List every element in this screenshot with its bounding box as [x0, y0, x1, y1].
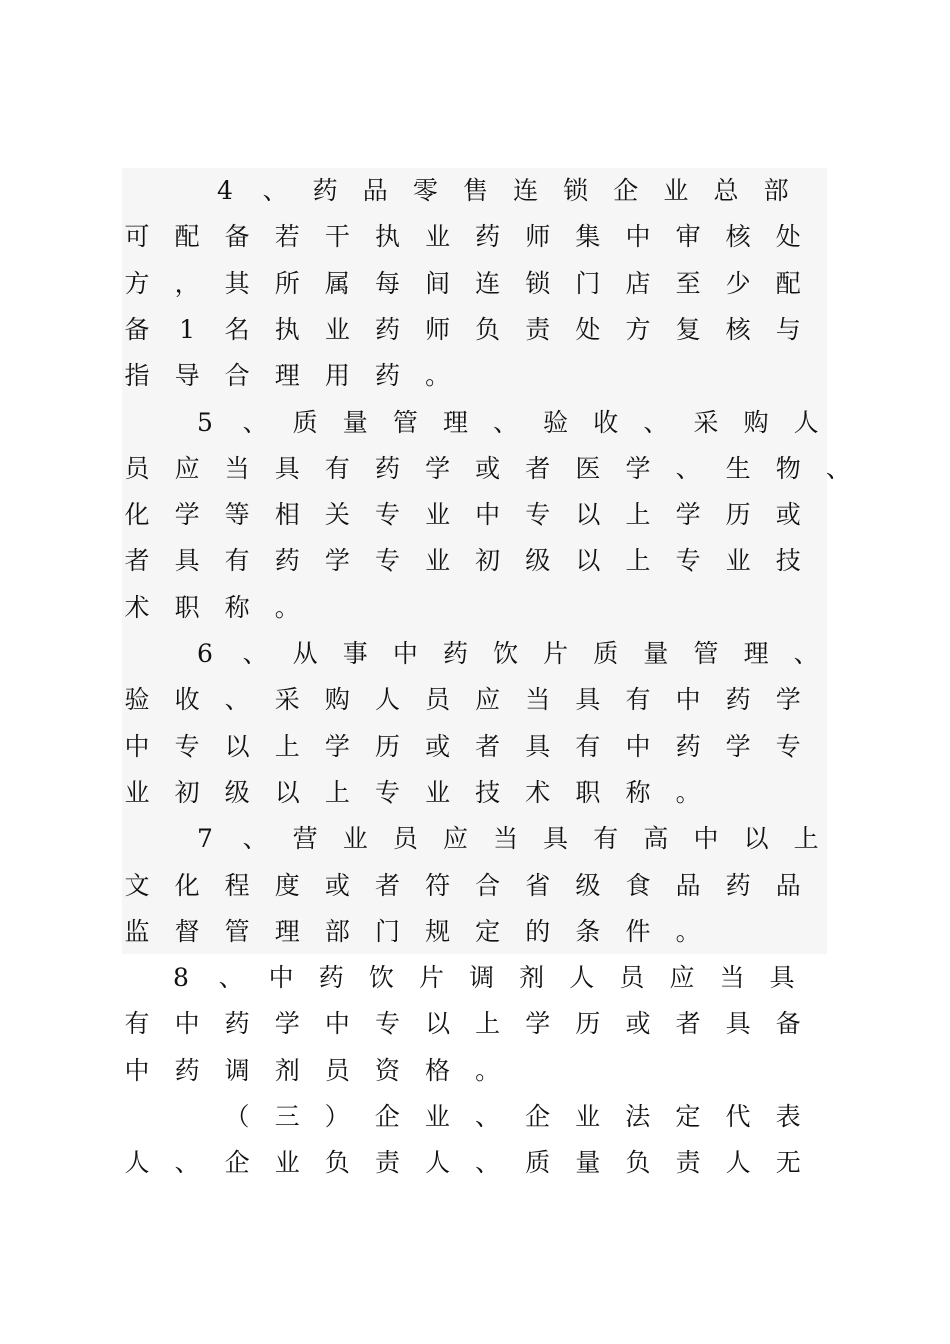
text-char: 其: [224, 268, 250, 298]
text-char: 质: [292, 407, 318, 437]
text-char: 零: [412, 176, 438, 205]
text-char: 名: [224, 314, 250, 344]
text-char: 药: [442, 639, 468, 668]
text-char: 理: [274, 916, 300, 946]
text-char: 药: [174, 1055, 200, 1085]
text-char: 营: [292, 824, 318, 854]
text-char: 责: [525, 314, 551, 344]
text-char: 店: [625, 268, 651, 298]
text-char: 专: [174, 731, 200, 761]
text-char: 者: [124, 546, 150, 576]
text-char: 专: [374, 500, 400, 530]
text-char: 中: [693, 824, 719, 854]
text-char: 质: [593, 639, 619, 668]
text-char: 核: [725, 314, 751, 344]
text-char: 有: [593, 824, 619, 854]
text-line: [0, 631, 950, 677]
text-char: 4: [217, 176, 233, 205]
text-char: 药: [475, 222, 501, 252]
text-char: 合: [224, 361, 250, 391]
text-char: 5: [197, 407, 213, 437]
text-char: 术: [124, 592, 150, 622]
text-char: 学: [274, 1009, 300, 1039]
text-char: 、: [675, 453, 701, 483]
text-char: 、: [475, 1148, 501, 1178]
text-char: 从: [292, 639, 318, 668]
text-char: 上: [324, 777, 350, 807]
text-char: 连: [475, 268, 501, 298]
text-char: 、: [643, 407, 669, 437]
text-char: 每: [374, 268, 400, 298]
text-char: 专: [775, 731, 801, 761]
text-char: 者: [525, 453, 551, 483]
text-char: 历: [725, 500, 751, 530]
text-char: 应: [669, 963, 695, 993]
text-char: 指: [124, 361, 150, 391]
text-char: 采: [693, 407, 719, 437]
text-char: 或: [625, 1009, 651, 1039]
text-char: 中: [174, 1009, 200, 1039]
text-char: 复: [675, 314, 701, 344]
text-char: 所: [274, 268, 300, 298]
text-char: 药: [274, 546, 300, 576]
text-char: 规: [425, 916, 451, 946]
text-char: 可: [124, 222, 150, 252]
text-char: 学: [525, 1009, 551, 1039]
text-char: 药: [312, 176, 338, 205]
text-char: 格: [425, 1055, 451, 1085]
text-char: 称: [625, 777, 651, 807]
text-char: 者: [374, 870, 400, 900]
text-char: 、: [218, 963, 244, 993]
text-char: 核: [725, 222, 751, 252]
text-char: 企: [374, 1102, 400, 1131]
text-char: 购: [743, 407, 769, 437]
text-char: 中: [625, 731, 651, 761]
text-char: 业: [425, 546, 451, 576]
text-char: 药: [725, 870, 751, 900]
text-char: 业: [124, 777, 150, 807]
text-line: [0, 307, 950, 353]
text-char: 药: [374, 453, 400, 483]
text-line: [0, 863, 950, 909]
text-char: ）: [324, 1102, 350, 1131]
text-char: 业: [274, 1148, 300, 1178]
text-char: 以: [274, 777, 300, 807]
text-char: 品: [362, 176, 388, 205]
text-line: [0, 677, 950, 723]
text-char: 业: [425, 222, 451, 252]
text-char: 用: [324, 361, 350, 391]
text-char: 或: [425, 731, 451, 761]
text-char: 生: [725, 453, 751, 483]
text-char: 管: [224, 916, 250, 946]
text-char: 业: [425, 777, 451, 807]
text-line: [0, 816, 950, 862]
text-char: 量: [643, 639, 669, 668]
text-char: 企: [525, 1102, 551, 1131]
text-char: 门: [374, 916, 400, 946]
text-char: 饮: [368, 963, 394, 993]
text-char: 、: [242, 639, 268, 668]
text-char: 上: [625, 546, 651, 576]
text-char: 负: [475, 314, 501, 344]
text-char: 责: [675, 1148, 701, 1178]
text-char: 6: [197, 639, 213, 668]
text-char: 代: [725, 1102, 751, 1131]
text-char: 备: [224, 222, 250, 252]
text-char: 配: [174, 222, 200, 252]
text-char: 、: [493, 407, 519, 437]
text-char: 、: [793, 639, 819, 668]
text-char: 省: [525, 870, 551, 900]
text-char: 、: [242, 824, 268, 854]
text-char: 相: [274, 500, 300, 530]
text-char: 以: [575, 546, 601, 576]
text-char: 负: [324, 1148, 350, 1178]
text-char: 初: [475, 546, 501, 576]
text-char: 以: [224, 731, 250, 761]
text-char: 者: [475, 731, 501, 761]
text-char: 中: [475, 500, 501, 530]
text-char: 学: [725, 731, 751, 761]
text-char: 中: [268, 963, 294, 993]
text-char: 少: [725, 268, 751, 298]
text-char: 备: [775, 1009, 801, 1039]
text-char: 管: [392, 407, 418, 437]
text-line: [0, 353, 950, 399]
text-char: 处: [575, 314, 601, 344]
text-char: 关: [324, 500, 350, 530]
text-char: 。: [274, 592, 300, 622]
text-char: 业: [725, 546, 751, 576]
text-char: 责: [374, 1148, 400, 1178]
text-char: 。: [675, 777, 701, 807]
text-char: 间: [425, 268, 451, 298]
text-char: 具: [725, 1009, 751, 1039]
text-char: 有: [124, 1009, 150, 1039]
text-char: 级: [525, 546, 551, 576]
text-char: 锁: [525, 268, 551, 298]
text-char: 剂: [274, 1055, 300, 1085]
text-char: 食: [625, 870, 651, 900]
text-char: 合: [475, 870, 501, 900]
text-char: 或: [475, 453, 501, 483]
text-char: 有: [324, 453, 350, 483]
text-char: 员: [425, 685, 451, 715]
text-char: 学: [625, 453, 651, 483]
text-char: 企: [224, 1148, 250, 1178]
text-char: 执: [374, 222, 400, 252]
text-char: 术: [525, 777, 551, 807]
text-char: 购: [324, 685, 350, 715]
text-char: 度: [274, 870, 300, 900]
text-char: 、: [174, 1148, 200, 1178]
text-char: 企: [613, 176, 639, 205]
text-line: [0, 400, 950, 446]
text-char: 配: [775, 268, 801, 298]
text-char: 中: [392, 639, 418, 668]
text-char: 负: [625, 1148, 651, 1178]
text-char: 方: [625, 314, 651, 344]
text-char: 调: [469, 963, 495, 993]
text-char: 售: [462, 176, 488, 205]
text-line: [0, 214, 950, 260]
text-char: 应: [174, 453, 200, 483]
text-char: 。: [475, 1055, 501, 1085]
text-line: [0, 724, 950, 770]
text-char: 定: [675, 1102, 701, 1131]
text-char: 8: [173, 963, 189, 993]
text-char: 具: [525, 731, 551, 761]
text-char: 医: [575, 453, 601, 483]
text-char: 或: [324, 870, 350, 900]
text-char: 应: [475, 685, 501, 715]
text-char: 量: [342, 407, 368, 437]
text-char: 级: [575, 870, 601, 900]
text-char: 学: [675, 500, 701, 530]
text-char: 当: [719, 963, 745, 993]
text-char: 品: [775, 870, 801, 900]
text-char: 级: [224, 777, 250, 807]
text-char: 职: [174, 592, 200, 622]
text-char: 药: [224, 1009, 250, 1039]
text-char: 药: [725, 685, 751, 715]
text-char: 等: [224, 500, 250, 530]
text-char: 药: [675, 731, 701, 761]
text-char: 备: [124, 314, 150, 344]
text-char: 职: [575, 777, 601, 807]
text-char: 员: [392, 824, 418, 854]
text-char: 理: [274, 361, 300, 391]
text-char: 督: [174, 916, 200, 946]
text-line: [0, 955, 950, 1001]
text-char: 符: [425, 870, 451, 900]
text-char: 人: [374, 685, 400, 715]
text-char: 收: [593, 407, 619, 437]
text-char: 专: [374, 1009, 400, 1039]
text-char: 或: [775, 500, 801, 530]
text-char: 饮: [493, 639, 519, 668]
text-char: 人: [793, 407, 819, 437]
text-line: [0, 1140, 950, 1186]
text-char: 7: [197, 824, 213, 854]
text-char: 、: [825, 453, 851, 483]
text-char: 上: [793, 824, 819, 854]
text-char: 。: [675, 916, 701, 946]
text-char: 文: [124, 870, 150, 900]
text-char: 连: [513, 176, 539, 205]
text-char: 无: [775, 1148, 801, 1178]
text-char: 1: [179, 314, 196, 344]
text-char: 、: [474, 1102, 500, 1131]
text-char: 片: [543, 639, 569, 668]
text-char: 中: [675, 685, 701, 715]
text-char: 。: [425, 361, 451, 391]
text-char: 处: [775, 222, 801, 252]
text-char: 当: [224, 453, 250, 483]
text-char: 药: [374, 314, 400, 344]
text-char: 若: [274, 222, 300, 252]
text-char: 方: [124, 268, 150, 298]
text-line: [0, 1048, 950, 1094]
text-char: 历: [374, 731, 400, 761]
text-char: （: [224, 1102, 250, 1131]
text-char: 导: [174, 361, 200, 391]
text-char: 业: [425, 500, 451, 530]
text-char: 专: [374, 777, 400, 807]
text-char: 中: [324, 1009, 350, 1039]
text-char: 监: [124, 916, 150, 946]
text-char: 药: [318, 963, 344, 993]
text-char: 以: [575, 500, 601, 530]
text-line: [0, 1001, 950, 1047]
text-char: 有: [625, 685, 651, 715]
text-char: 历: [575, 1009, 601, 1039]
text-char: 、: [242, 407, 268, 437]
text-char: 、: [262, 176, 288, 205]
text-char: 中: [124, 1055, 150, 1085]
text-line: [0, 446, 950, 492]
text-char: 称: [224, 592, 250, 622]
text-char: 上: [475, 1009, 501, 1039]
text-char: 当: [525, 685, 551, 715]
text-char: 有: [224, 546, 250, 576]
text-line: [0, 1094, 950, 1140]
text-char: 法: [625, 1102, 651, 1131]
text-char: 验: [124, 685, 150, 715]
text-char: 锁: [563, 176, 589, 205]
text-char: 品: [675, 870, 701, 900]
text-char: 人: [425, 1148, 451, 1178]
text-char: 技: [475, 777, 501, 807]
text-line: [0, 770, 950, 816]
text-char: ，: [174, 268, 200, 298]
text-char: 业: [324, 314, 350, 344]
text-char: 量: [575, 1148, 601, 1178]
text-char: 审: [675, 222, 701, 252]
text-char: 收: [174, 685, 200, 715]
text-char: 具: [575, 685, 601, 715]
text-char: 技: [775, 546, 801, 576]
text-char: 当: [493, 824, 519, 854]
text-char: 上: [625, 500, 651, 530]
text-char: 事: [342, 639, 368, 668]
text-char: 采: [274, 685, 300, 715]
text-char: 门: [575, 268, 601, 298]
text-char: 学: [324, 731, 350, 761]
text-char: 部: [324, 916, 350, 946]
text-char: 表: [775, 1102, 801, 1131]
text-char: 人: [569, 963, 595, 993]
text-char: 片: [418, 963, 444, 993]
text-char: 专: [675, 546, 701, 576]
text-char: 学: [775, 685, 801, 715]
text-char: 以: [743, 824, 769, 854]
text-char: 总: [713, 176, 739, 205]
text-char: 人: [725, 1148, 751, 1178]
text-char: 件: [625, 916, 651, 946]
text-char: 学: [425, 453, 451, 483]
text-char: 质: [525, 1148, 551, 1178]
text-char: 物: [775, 453, 801, 483]
text-char: 师: [425, 314, 451, 344]
text-char: 具: [174, 546, 200, 576]
text-char: 、: [224, 685, 250, 715]
text-char: 至: [675, 268, 701, 298]
text-char: 中: [625, 222, 651, 252]
text-char: 应: [442, 824, 468, 854]
text-char: 干: [324, 222, 350, 252]
text-char: 调: [224, 1055, 250, 1085]
text-char: 师: [525, 222, 551, 252]
text-char: 化: [174, 870, 200, 900]
text-char: 定: [475, 916, 501, 946]
text-char: 属: [324, 268, 350, 298]
text-char: 理: [743, 639, 769, 668]
text-char: 员: [324, 1055, 350, 1085]
text-char: 专: [525, 500, 551, 530]
text-char: 以: [425, 1009, 451, 1039]
text-char: 员: [619, 963, 645, 993]
text-line: [0, 538, 950, 584]
text-char: 者: [675, 1009, 701, 1039]
text-char: 验: [543, 407, 569, 437]
text-char: 具: [769, 963, 795, 993]
text-char: 的: [525, 916, 551, 946]
text-char: 资: [374, 1055, 400, 1085]
text-char: 有: [575, 731, 601, 761]
text-line: [0, 492, 950, 538]
text-char: 初: [174, 777, 200, 807]
text-char: 业: [575, 1102, 601, 1131]
text-char: 化: [124, 500, 150, 530]
text-line: [0, 168, 950, 214]
text-line: [0, 261, 950, 307]
text-char: 学: [324, 546, 350, 576]
text-char: 执: [274, 314, 300, 344]
text-char: 高: [643, 824, 669, 854]
text-char: 药: [374, 361, 400, 391]
text-char: 条: [575, 916, 601, 946]
text-char: 三: [274, 1102, 300, 1131]
text-char: 具: [274, 453, 300, 483]
text-char: 管: [693, 639, 719, 668]
text-char: 中: [124, 731, 150, 761]
text-char: 程: [224, 870, 250, 900]
text-char: 学: [174, 500, 200, 530]
text-line: [0, 585, 950, 631]
text-char: 与: [775, 314, 801, 344]
text-char: 部: [763, 176, 789, 205]
text-char: 上: [274, 731, 300, 761]
text-char: 剂: [519, 963, 545, 993]
text-char: 业: [424, 1102, 450, 1131]
text-char: 理: [442, 407, 468, 437]
text-char: 员: [124, 453, 150, 483]
text-char: 集: [575, 222, 601, 252]
text-char: 业: [663, 176, 689, 205]
text-char: 人: [124, 1148, 150, 1178]
text-char: 专: [374, 546, 400, 576]
text-char: 业: [342, 824, 368, 854]
text-char: 具: [543, 824, 569, 854]
text-line: [0, 909, 950, 955]
